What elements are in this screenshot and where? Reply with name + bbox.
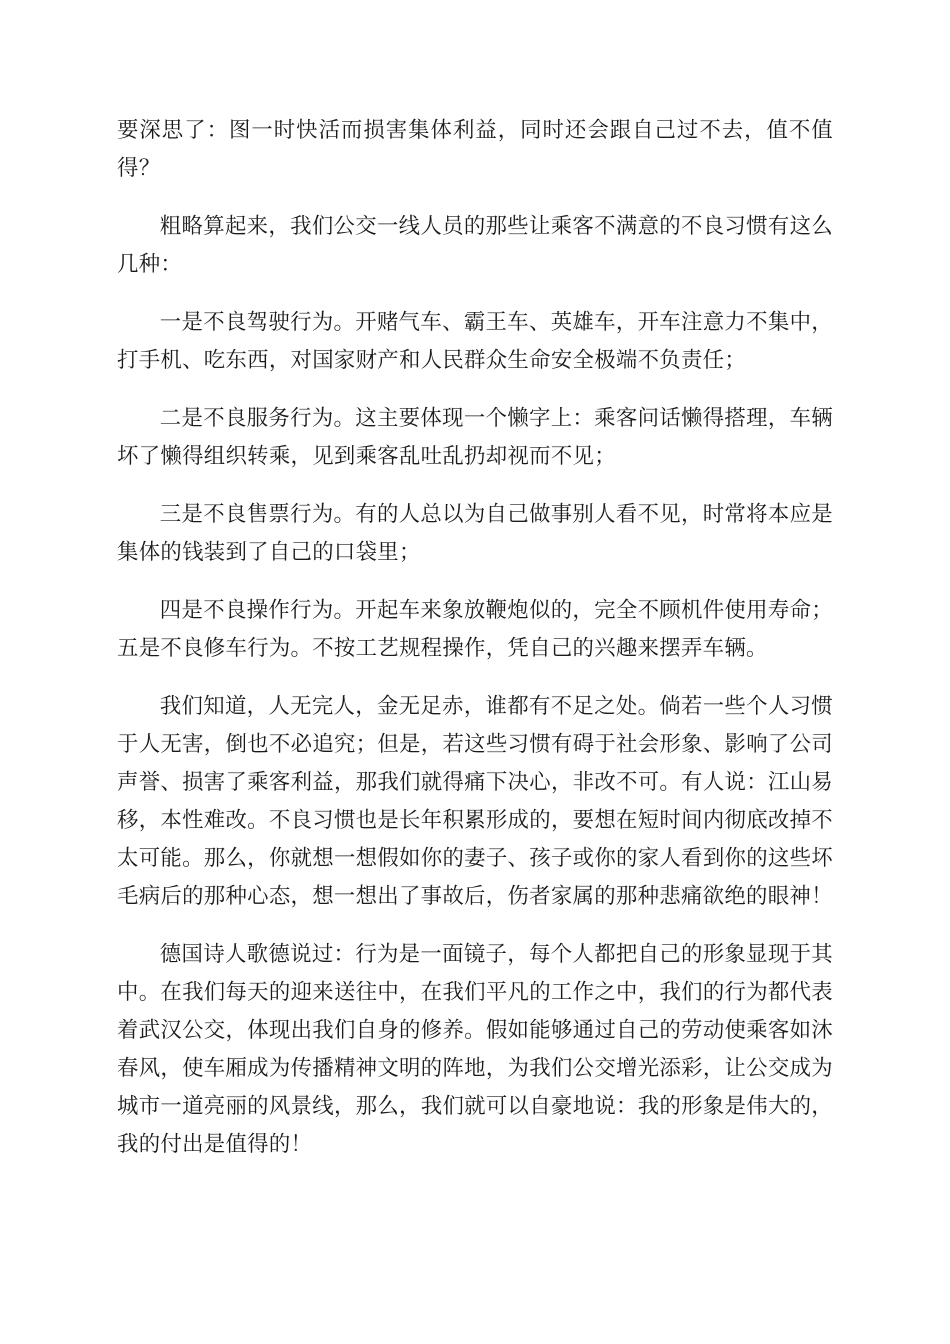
paragraph-ticketing-behavior: 三是不良售票行为。有的人总以为自己做事别人看不见，时常将本应是集体的钱装到了自己的口袋里； [117, 502, 833, 565]
paragraph-goethe-quote: 德国诗人歌德说过：行为是一面镜子，每个人都把自己的形象显现于其中。在我们每天的迎来送往中，在我们平凡的工作之中，我们的行为都代表着武汉公交，体现出我们自身的修养。假如能够通过自己的劳动使乘客如沐春风，使车厢成为传播精神文明的阵地，为我们公交增光添彩，让公交成为城市一道亮丽的风景线，那么，我们就可以自豪地说：我的形象是伟大的，我的付出是值得的！ [117, 942, 833, 1157]
paragraph-driving-behavior: 一是不良驾驶行为。开赌气车、霸王车、英雄车，开车注意力不集中，打手机、吃东西，对国家财产和人民群众生命安全极端不负责任； [117, 310, 833, 373]
paragraph-continuation: 要深思了：图一时快活而损害集体利益，同时还会跟自己过不去，值不值得？ [117, 118, 833, 181]
document-body [117, 112, 833, 1184]
paragraph-nobody-perfect: 我们知道，人无完人，金无足赤，谁都有不足之处。倘若一些个人习惯于人无害，倒也不必追究；但是，若这些习惯有碍于社会形象、影响了公司声誉、损害了乘客利益，那我们就得痛下决心，非改不可。有人说：江山易移，本性难改。不良习惯也是长年积累形成的，要想在短时间内彻底改掉不太可能。那么，你就想一想假如你的妻子、孩子或你的家人看到你的这些坏毛病后的那种心态，想一想出了事故后，伤者家属的那种悲痛欲绝的眼神！ [117, 694, 833, 909]
paragraph-operation-repair-behavior: 四是不良操作行为。开起车来象放鞭炮似的，完全不顾机件使用寿命；五是不良修车行为。不按工艺规程操作，凭自己的兴趣来摆弄车辆。 [117, 598, 833, 661]
paragraph-intro-habits: 粗略算起来，我们公交一线人员的那些让乘客不满意的不良习惯有这么几种： [117, 214, 833, 277]
paragraph-service-behavior: 二是不良服务行为。这主要体现一个懒字上：乘客问话懒得搭理，车辆坏了懒得组织转乘，见到乘客乱吐乱扔却视而不见； [117, 406, 833, 469]
